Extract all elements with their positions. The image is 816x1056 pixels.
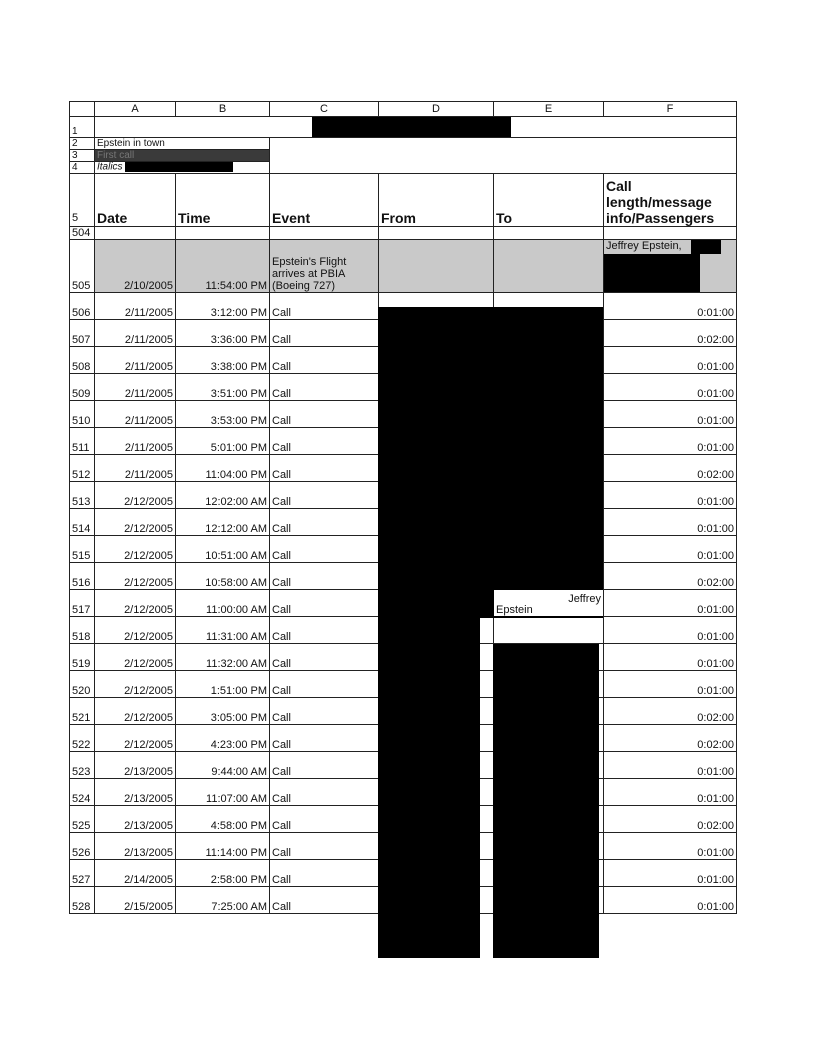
call-length: 0:01:00 (604, 860, 737, 887)
call-length: 0:01:00 (604, 617, 737, 644)
row-number: 511 (70, 428, 95, 455)
redacted-from-lower (378, 618, 480, 958)
row-number: 509 (70, 374, 95, 401)
row-number: 517 (70, 590, 95, 617)
row-number: 526 (70, 833, 95, 860)
call-length: 0:01:00 (604, 347, 737, 374)
flight-date: 2/10/2005 (95, 240, 176, 293)
to-last-name: Epstein (496, 604, 533, 616)
row-number: 505 (70, 240, 95, 293)
call-date: 2/11/2005 (95, 374, 176, 401)
call-date: 2/12/2005 (95, 617, 176, 644)
flight-to (494, 240, 604, 293)
call-time: 9:44:00 AM (176, 752, 270, 779)
call-time: 3:53:00 PM (176, 401, 270, 428)
call-time: 11:04:00 PM (176, 455, 270, 482)
call-date: 2/11/2005 (95, 401, 176, 428)
row-number: 527 (70, 860, 95, 887)
call-time: 12:02:00 AM (176, 482, 270, 509)
corner-cell (70, 102, 95, 117)
redacted-to-block (493, 307, 603, 618)
call-date: 2/12/2005 (95, 563, 176, 590)
call-time: 3:12:00 PM (176, 293, 270, 320)
cell (176, 227, 270, 240)
call-date: 2/11/2005 (95, 455, 176, 482)
call-time: 3:38:00 PM (176, 347, 270, 374)
redacted-to-lower (493, 644, 599, 958)
call-time: 10:51:00 AM (176, 536, 270, 563)
row-number: 519 (70, 644, 95, 671)
redacted-title (312, 117, 511, 138)
call-date: 2/12/2005 (95, 509, 176, 536)
row-number: 2 (70, 138, 95, 150)
row-504 (70, 227, 737, 240)
call-length: 0:01:00 (604, 752, 737, 779)
call-time: 10:58:00 AM (176, 563, 270, 590)
row-number: 3 (70, 150, 95, 162)
call-date: 2/12/2005 (95, 725, 176, 752)
row-number: 522 (70, 725, 95, 752)
call-event: Call (270, 347, 379, 374)
call-length: 0:01:00 (604, 482, 737, 509)
flight-time: 11:54:00 PM (176, 240, 270, 293)
call-date: 2/12/2005 (95, 644, 176, 671)
legend-first-call: First call (95, 150, 270, 162)
call-event: Call (270, 644, 379, 671)
call-length: 0:02:00 (604, 320, 737, 347)
call-date: 2/11/2005 (95, 320, 176, 347)
header-event: Event (270, 174, 379, 227)
call-event: Call (270, 482, 379, 509)
redacted-legend-text (125, 162, 233, 172)
row-number: 523 (70, 752, 95, 779)
call-date: 2/12/2005 (95, 698, 176, 725)
call-length: 0:01:00 (604, 887, 737, 914)
call-length: 0:02:00 (604, 455, 737, 482)
call-date: 2/12/2005 (95, 536, 176, 563)
row-number: 1 (70, 117, 95, 138)
call-event: Call (270, 617, 379, 644)
call-length: 0:01:00 (604, 590, 737, 617)
call-length: 0:02:00 (604, 725, 737, 752)
call-event: Call (270, 725, 379, 752)
column-letter-row (70, 102, 737, 117)
legend-italics (95, 162, 270, 174)
legend-blank (270, 138, 737, 174)
call-length: 0:01:00 (604, 428, 737, 455)
call-length: 0:01:00 (604, 671, 737, 698)
call-date: 2/11/2005 (95, 347, 176, 374)
call-date: 2/13/2005 (95, 752, 176, 779)
call-event: Call (270, 401, 379, 428)
row-number: 512 (70, 455, 95, 482)
header-date: Date (95, 174, 176, 227)
column-letter-c: C (270, 102, 379, 117)
call-length: 0:01:00 (604, 509, 737, 536)
row-number: 518 (70, 617, 95, 644)
call-date: 2/15/2005 (95, 887, 176, 914)
column-letter-b: B (176, 102, 270, 117)
row-number: 513 (70, 482, 95, 509)
row-number: 515 (70, 536, 95, 563)
call-time: 1:51:00 PM (176, 671, 270, 698)
call-to (494, 590, 604, 617)
header-to: To (494, 174, 604, 227)
call-event: Call (270, 590, 379, 617)
flight-passengers (604, 240, 737, 293)
call-event: Call (270, 887, 379, 914)
call-time: 3:36:00 PM (176, 320, 270, 347)
legend-italics-label: Italics (97, 162, 123, 173)
call-event: Call (270, 455, 379, 482)
call-time: 12:12:00 AM (176, 509, 270, 536)
row-number: 516 (70, 563, 95, 590)
row-number: 528 (70, 887, 95, 914)
column-letter-d: D (379, 102, 494, 117)
call-time: 11:31:00 AM (176, 617, 270, 644)
call-date: 2/13/2005 (95, 779, 176, 806)
call-date: 2/14/2005 (95, 860, 176, 887)
header-info: Call length/message info/Passengers (604, 174, 737, 227)
call-time: 11:32:00 AM (176, 644, 270, 671)
call-event: Call (270, 860, 379, 887)
cell (270, 227, 379, 240)
cell (494, 227, 604, 240)
call-event: Call (270, 374, 379, 401)
row-number: 504 (70, 227, 95, 240)
row-number: 507 (70, 320, 95, 347)
call-length: 0:02:00 (604, 806, 737, 833)
row-1 (70, 117, 737, 138)
call-time: 11:07:00 AM (176, 779, 270, 806)
call-event: Call (270, 671, 379, 698)
call-length: 0:01:00 (604, 644, 737, 671)
call-event: Call (270, 320, 379, 347)
header-time: Time (176, 174, 270, 227)
call-date: 2/11/2005 (95, 428, 176, 455)
call-time: 5:01:00 PM (176, 428, 270, 455)
call-length: 0:01:00 (604, 833, 737, 860)
header-from: From (379, 174, 494, 227)
call-length: 0:02:00 (604, 698, 737, 725)
call-event: Call (270, 536, 379, 563)
call-date: 2/11/2005 (95, 293, 176, 320)
call-length: 0:01:00 (604, 293, 737, 320)
call-time: 11:14:00 PM (176, 833, 270, 860)
call-date: 2/12/2005 (95, 590, 176, 617)
row-number: 5 (70, 174, 95, 227)
call-length: 0:02:00 (604, 563, 737, 590)
call-length: 0:01:00 (604, 536, 737, 563)
column-letter-f: F (604, 102, 737, 117)
call-event: Call (270, 698, 379, 725)
call-time: 4:58:00 PM (176, 806, 270, 833)
call-date: 2/13/2005 (95, 833, 176, 860)
row-number: 524 (70, 779, 95, 806)
legend-epstein-in-town: Epstein in town (95, 138, 270, 150)
call-length: 0:01:00 (604, 779, 737, 806)
call-length: 0:01:00 (604, 401, 737, 428)
call-event: Call (270, 833, 379, 860)
row-number: 514 (70, 509, 95, 536)
call-event: Call (270, 752, 379, 779)
row-number: 508 (70, 347, 95, 374)
call-time: 2:58:00 PM (176, 860, 270, 887)
call-date: 2/12/2005 (95, 482, 176, 509)
row-number: 510 (70, 401, 95, 428)
to-first-name: Jeffrey (568, 593, 601, 605)
flight-row (70, 240, 737, 293)
cell (95, 227, 176, 240)
call-event: Call (270, 779, 379, 806)
spreadsheet-page (69, 101, 736, 914)
call-date: 2/12/2005 (95, 671, 176, 698)
call-event: Call (270, 563, 379, 590)
redacted-passenger-1 (691, 240, 721, 254)
call-time: 11:00:00 AM (176, 590, 270, 617)
call-event: Call (270, 806, 379, 833)
row-number: 506 (70, 293, 95, 320)
call-event: Call (270, 509, 379, 536)
call-time: 3:51:00 PM (176, 374, 270, 401)
row-2 (70, 138, 737, 150)
redacted-passengers (604, 254, 700, 292)
call-event: Call (270, 293, 379, 320)
call-date: 2/13/2005 (95, 806, 176, 833)
header-row (70, 174, 737, 227)
cell (604, 227, 737, 240)
row-number: 520 (70, 671, 95, 698)
flight-from (379, 240, 494, 293)
call-time: 4:23:00 PM (176, 725, 270, 752)
redacted-from-block (378, 307, 493, 618)
flight-event: Epstein's Flight arrives at PBIA (Boeing 727) (270, 240, 379, 293)
call-length: 0:01:00 (604, 374, 737, 401)
call-time: 7:25:00 AM (176, 887, 270, 914)
call-to (494, 617, 604, 644)
call-time: 3:05:00 PM (176, 698, 270, 725)
row-number: 521 (70, 698, 95, 725)
cell (379, 227, 494, 240)
column-letter-e: E (494, 102, 604, 117)
title-cell (95, 117, 737, 138)
column-letter-a: A (95, 102, 176, 117)
row-number: 525 (70, 806, 95, 833)
passengers-text: Jeffrey Epstein, (606, 240, 682, 252)
call-event: Call (270, 428, 379, 455)
row-number: 4 (70, 162, 95, 174)
